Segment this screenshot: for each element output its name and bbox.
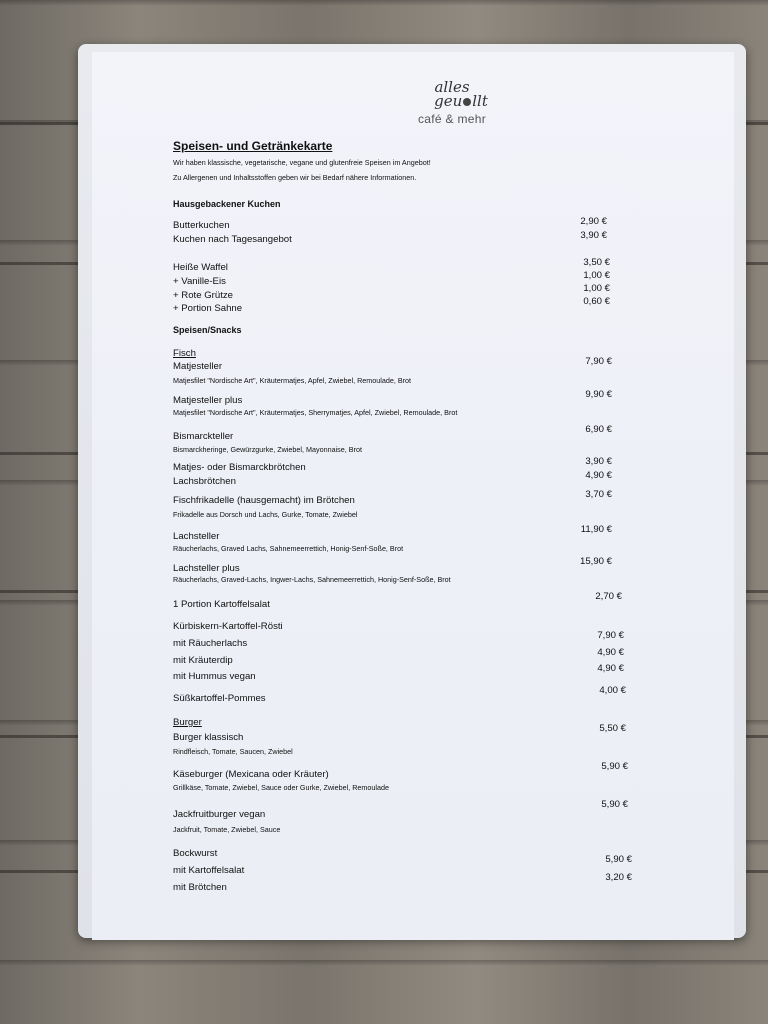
logo-script: alles geu llt [434, 78, 488, 110]
menu-item-name: mit Brötchen [173, 882, 227, 893]
menu-item-name: Lachsteller [173, 531, 220, 542]
menu-title: Speisen- und Getränkekarte [173, 139, 333, 153]
subheading-burger: Burger [173, 717, 202, 728]
subheading-fisch: Fisch [173, 348, 196, 359]
ball-icon [463, 98, 471, 106]
menu-item-price: 6,90 € [585, 424, 612, 435]
menu-item-name: Matjesteller plus [173, 395, 243, 406]
menu-item-name: Burger klassisch [173, 732, 244, 743]
menu-item-price: 3,20 € [605, 872, 632, 883]
section-heading-kuchen: Hausgebackener Kuchen [173, 199, 281, 209]
menu-item-desc: Rindfleisch, Tomate, Saucen, Zwiebel [173, 747, 293, 756]
menu-item-name: Kürbiskern-Kartoffel-Rösti [173, 621, 283, 632]
menu-item-price: 0,60 € [583, 296, 610, 307]
menu-item-desc: Räucherlachs, Graved Lachs, Sahnemeerrettich, Honig-Senf-Soße, Brot [173, 544, 404, 553]
menu-item-price: 2,90 € [580, 216, 607, 227]
menu-item-price: 7,90 € [585, 356, 612, 367]
menu-item-price: 9,90 € [585, 389, 612, 400]
menu-item-name: Jackfruitburger vegan [173, 809, 266, 820]
menu-item-desc: Matjesfilet "Nordische Art", Kräutermatjes, Sherrymatjes, Apfel, Zwiebel, Remoulade, Brot [173, 408, 458, 417]
menu-item-name: Kuchen nach Tagesangebot [173, 234, 292, 245]
menu-item-price: 11,90 € [580, 524, 612, 535]
menu-item-price: 4,90 € [597, 663, 624, 674]
menu-item-name: Heiße Waffel [173, 262, 228, 273]
menu-item-name: 1 Portion Kartoffelsalat [173, 599, 270, 610]
menu-item-desc: Räucherlachs, Graved-Lachs, Ingwer-Lachs, Sahnemeerrettich, Honig-Senf-Soße, Brot [173, 575, 451, 584]
menu-item-price: 15,90 € [579, 556, 612, 567]
menu-item-desc: Frikadelle aus Dorsch und Lachs, Gurke, Tomate, Zwiebel [173, 510, 358, 519]
menu-item-name: Matjesteller [173, 361, 223, 372]
menu-item-name: Lachsbrötchen [173, 476, 236, 487]
menu-item-price: 3,50 € [583, 257, 610, 268]
menu-item-price: 1,00 € [583, 270, 610, 281]
intro-line-1: Wir haben klassische, vegetarische, vegane und glutenfreie Speisen im Angebot! [173, 158, 431, 167]
menu-item-name: mit Kartoffelsalat [173, 865, 245, 876]
menu-item-name: Käseburger (Mexicana oder Kräuter) [173, 769, 329, 780]
menu-item-price: 3,70 € [585, 489, 612, 500]
section-heading-snacks: Speisen/Snacks [173, 325, 242, 335]
menu-item-price: 4,90 € [585, 470, 612, 481]
menu-item-price: 1,00 € [583, 283, 610, 294]
menu-item-name: Matjes- oder Bismarckbrötchen [173, 462, 306, 473]
menu-item-name: mit Hummus vegan [173, 671, 256, 682]
cafe-logo [377, 80, 527, 130]
intro-line-2: Zu Allergenen und Inhaltsstoffen geben wir bei Bedarf nähere Informationen. [173, 173, 417, 182]
menu-item-price: 4,00 € [599, 685, 626, 696]
logo-tagline: café & mehr [418, 112, 486, 126]
menu-item-price: 5,90 € [605, 854, 632, 865]
menu-item-price: 4,90 € [597, 647, 624, 658]
menu-item-price: 5,90 € [601, 761, 628, 772]
menu-item-desc: Bismarckheringe, Gewürzgurke, Zwiebel, Mayonnaise, Brot [173, 445, 362, 454]
menu-item-name: Bismarckteller [173, 431, 234, 442]
menu-item-name: Fischfrikadelle (hausgemacht) im Brötchen [173, 495, 355, 506]
menu-item-price: 3,90 € [580, 230, 607, 241]
menu-item-price: 3,90 € [585, 456, 612, 467]
menu-item-desc: Matjesfilet "Nordische Art", Kräutermatjes, Apfel, Zwiebel, Remoulade, Brot [173, 376, 411, 385]
menu-item-desc: Jackfruit, Tomate, Zwiebel, Sauce [173, 825, 281, 834]
menu-item-name: + Rote Grütze [173, 290, 233, 301]
menu-item-price: 5,90 € [601, 799, 628, 810]
menu-item-price: 2,70 € [595, 591, 622, 602]
menu-item-name: mit Kräuterdip [173, 655, 233, 666]
menu-item-price: 7,90 € [597, 630, 624, 641]
menu-item-price: 5,50 € [599, 723, 626, 734]
menu-item-name: + Portion Sahne [173, 303, 243, 314]
menu-item-name: Bockwurst [173, 848, 218, 859]
menu-item-name: Süßkartoffel-Pommes [173, 693, 266, 704]
menu-item-name: + Vanille-Eis [173, 276, 226, 287]
menu-card [92, 52, 734, 940]
menu-item-name: Lachsteller plus [173, 563, 240, 574]
menu-item-name: Butterkuchen [173, 220, 230, 231]
menu-item-desc: Grillkäse, Tomate, Zwiebel, Sauce oder Gurke, Zwiebel, Remoulade [173, 783, 389, 792]
menu-item-name: mit Räucherlachs [173, 638, 248, 649]
